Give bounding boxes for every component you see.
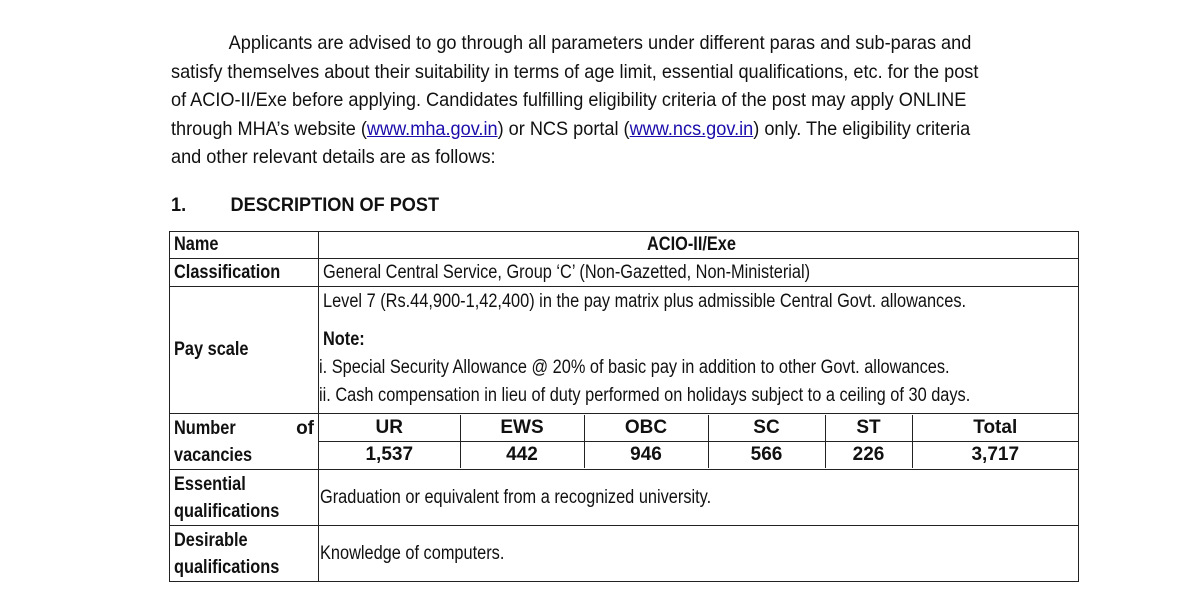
essential-qualifications-label: Essential qualifications: [170, 470, 319, 526]
name-value: ACIO-II/Exe: [319, 232, 1079, 259]
note-item: i. Special Security Allowance @ 20% of basic pay in addition to other Govt. allowances.: [319, 357, 950, 378]
vacancy-header-ur: UR: [319, 415, 460, 442]
intro-paragraph: [171, 29, 1015, 172]
section-number: 1.: [171, 194, 187, 216]
desirable-qualifications-value: Knowledge of computers.: [319, 526, 1079, 582]
intro-line: of ACIO-II/Exe before applying. Candidates fulfilling eligibility criteria of the post may apply ONLINE: [171, 89, 967, 111]
note-label: Note:: [323, 329, 365, 350]
section-heading: [171, 194, 439, 217]
intro-line: satisfy themselves about their suitability in terms of age limit, essential qualifications, etc. for the post: [171, 60, 979, 83]
classification-label: Classification: [170, 259, 319, 287]
vacancy-header-total: Total: [912, 415, 1078, 442]
table-row: [170, 232, 1079, 259]
essential-qualifications-value: Graduation or equivalent from a recognized university.: [319, 470, 1079, 526]
vacancy-value-sc: 566: [708, 442, 825, 469]
intro-line: and other relevant details are as follows:: [171, 146, 496, 168]
pay-scale-value: [319, 287, 1079, 414]
vacancy-value-ur: 1,537: [365, 444, 414, 465]
vacancies-table: [319, 415, 1078, 468]
intro-line: Applicants are advised to go through all parameters under different paras and sub-paras and: [228, 32, 972, 54]
vacancy-header-sc: SC: [708, 415, 825, 442]
intro-line: ) or NCS portal (: [497, 117, 630, 140]
pay-level-text: Level 7 (Rs.44,900-1,42,400) in the pay matrix plus admissible Central Govt. allowances.: [323, 291, 967, 312]
table-row: [170, 526, 1079, 582]
vacancy-header-st: ST: [825, 415, 912, 442]
vacancy-value-obc: 946: [584, 442, 708, 469]
post-description-table: [169, 231, 1079, 582]
desirable-qualifications-label: Desirable qualifications: [170, 526, 319, 582]
ncs-portal-link[interactable]: www.ncs.gov.in: [629, 117, 754, 140]
table-row: [170, 414, 1079, 470]
vacancies-value: [319, 414, 1079, 470]
table-row: [170, 470, 1079, 526]
classification-value: General Central Service, Group ‘C’ (Non-Gazetted, Non-Ministerial): [319, 259, 1079, 287]
vacancy-value-ews: 442: [460, 442, 584, 469]
table-row: [170, 287, 1079, 414]
note-item: ii. Cash compensation in lieu of duty performed on holidays subject to a ceiling of 30 days.: [319, 385, 971, 406]
name-label: Name: [170, 232, 319, 259]
intro-line: ) only. The eligibility criteria: [753, 117, 971, 140]
vacancy-value-total: 3,717: [912, 442, 1078, 469]
intro-line: through MHA’s website (: [171, 117, 367, 140]
mha-website-link[interactable]: www.mha.gov.in: [366, 117, 498, 140]
vacancy-header-obc: OBC: [584, 415, 708, 442]
pay-scale-label: Pay scale: [170, 287, 319, 414]
table-row: [170, 259, 1079, 287]
section-title: DESCRIPTION OF POST: [230, 194, 440, 216]
vacancies-label: Number of vacancies: [170, 414, 319, 470]
vacancy-value-st: 226: [825, 442, 912, 469]
vacancy-header-ews: EWS: [460, 415, 584, 442]
